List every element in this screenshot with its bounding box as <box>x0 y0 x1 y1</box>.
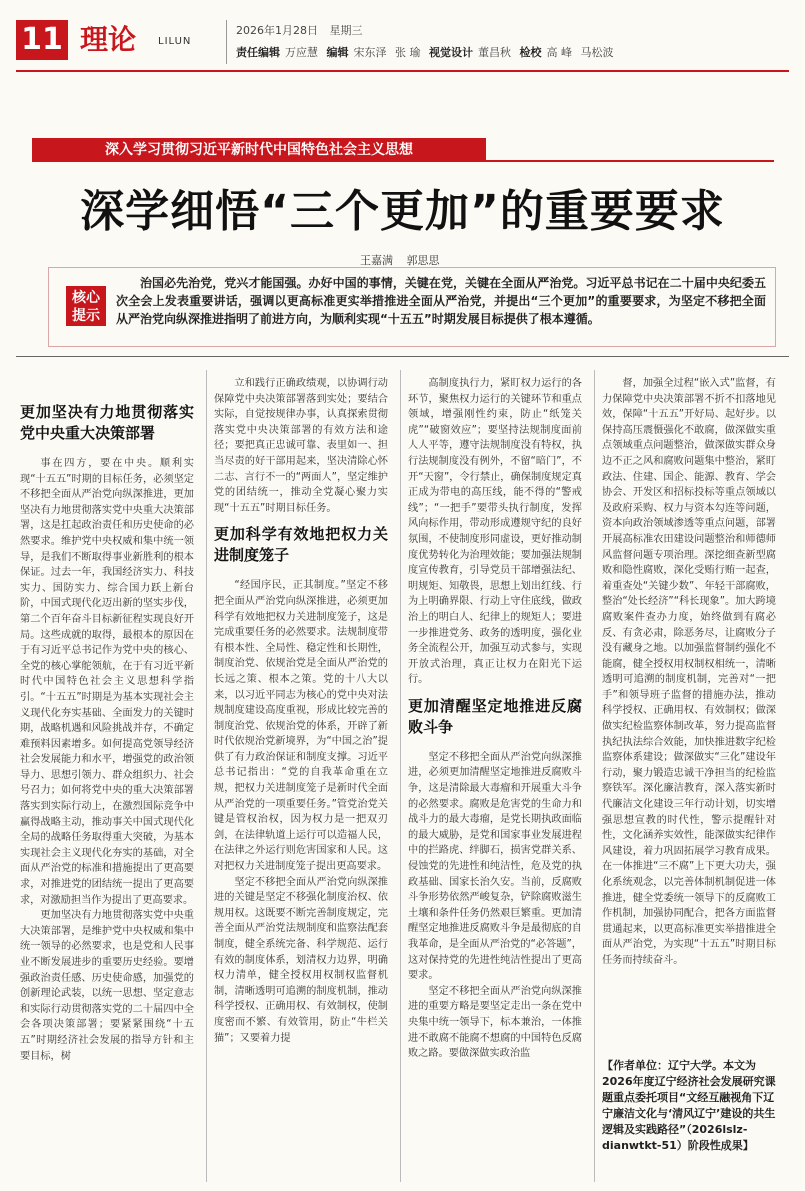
article-column-1 <box>20 376 194 1184</box>
paragraph: 更加坚决有力地贯彻落实党中央重大决策部署，是维护党中央权威和集中统一领导的必然要求，也是党和人民事业不断发展进步的重要历史经验。要增强政治责任感、历史使命感，加强党的创新理论武装，以统一思想、坚定意志和实际行动贯彻落实党的二十届四中全会各项决策部署；要紧紧围绕“十五五”时期经济社会发展的指导方针和主要目标，树 <box>20 910 194 1062</box>
headline: 深学细悟“三个更加”的重要要求 <box>80 186 725 237</box>
author: 王嘉满 <box>360 254 393 267</box>
column-divider <box>594 370 595 1182</box>
paragraph: 高制度执行力，紧盯权力运行的各环节，聚焦权力运行的关键环节和重点领域，增强刚性约束，防止“纸笼关虎”“破窗效应”；要坚持法规制度面前人人平等，遵守法规制度没有特权，执行法规制度没有例外，不留“暗门”，不开“天窗”，令行禁止，确保制度规定真正成为带电的高压线，能不得的“警戒线”；“一把手”要带头执行制度，发挥风向标作用，带动形成遵规守纪的良好氛围，不使制度形同虚设，更好推动制度优势转化为治理效能；要加强法规制度宣传教育，引导党员干部增强法纪、明规矩、知敬畏，思想上划出红线、行为上明确界限、行动上守住底线，做政治上的明白人、纪律上的规矩人；要进一步推进党务、政务的透明度，强化业务全流程公开，加强互动式参与，实现开放式治理，真正让权力在阳光下运行。 <box>408 378 582 686</box>
article-column-4 <box>602 376 776 1052</box>
kicker-banner: 深入学习贯彻习近平新时代中国特色社会主义思想 <box>32 138 486 162</box>
staff-role: 编辑 <box>326 46 349 59</box>
paragraph: 坚定不移把全面从严治党向纵深推进，必须更加清醒坚定地推进反腐败斗争，这是清除最大毒瘤和开展重大斗争的必然要求。腐败是危害党的生命力和战斗力的最大毒瘤，是党长期执政面临的最大威胁，是党和国家事业发展进程中的拦路虎、绊脚石，损害党群关系、侵蚀党的先进性和纯洁性，危及党的执政基础、国家长治久安。当前，反腐败斗争形势依然严峻复杂，铲除腐败滋生土壤和条件任务仍然艰巨繁重。更加清醒坚定地推进反腐败斗争是最彻底的自我革命，是全面从严治党的“必答题”，这对保持党的先进性纯洁性提出了更高要求。 <box>408 751 582 982</box>
staff-role: 检校 <box>519 46 542 59</box>
paragraph: 事在四方，要在中央。顺利实现“十五五”时期的目标任务，必须坚定不移把全面从严治党向纵深推进，更加坚决有力地贯彻落实党中央重大决策部署，这是扛起政治责任和历史使命的必然要求。维护党中央权威和集中统一领导，是我们不断取得事业新胜利的根本保证。过去一年，我国经济实力、科技实力、国防实力、综合国力跃上新台阶，中国式现代化迈出新的坚实步伐，第二个百年奋斗目标新征程实现良好开局。这些成就的取得，最根本的原因在于有习近平总书记作为党中央的核心、全党的核心掌舵领航，在于有习近平新时代中国特色社会主义思想科学指引。“十五五”时期是为基本实现社会主义现代化夯实基础、全面发力的关键时期，战略机遇和风险挑战并存，不确定难预料因素增多。如何提高党领导经济社会发展能力和水平，增强党的政治领导力、思想引领力、群众组织力、社会号召力；如何将党中央的重大决策部署落实到实际行动上，在激烈国际竞争中赢得战略主动，推动事关中国式现代化全局的战略任务取得重大突破，为基本实现社会主义现代化夯实的基础，对全面从严治党的标准和措施提出了更高要求，对推进党的团结统一提出了更高要求，对激励担当作为提出了更高要求。 <box>20 458 194 906</box>
section-pinyin: LILUN <box>158 36 192 47</box>
staff-credits <box>236 44 619 60</box>
column-divider <box>400 370 401 1182</box>
paragraph: 督，加强全过程“嵌入式”监督，有力保障党中央决策部署不折不扣落地见效，保障“十五五”开好局、起好步。以保持高压震慑强化不敢腐，做深做实重点领域重点问题整治，做深做实群众身边不正之风和腐败问题集中整治，紧盯政法、住建、国企、能源、教育、学会协会、开发区和招标投标等重点领域以及政府采购、权力与资本勾连等问题，资本向政治领域渗透等重点问题，部署开展高标准农田建设问题整治和师德师风监督问题专项治理。深挖细查新型腐败和隐性腐败，深化受贿行贿一起查，着重查处“关键少数”、年轻干部腐败，整治“处长经济”“科长现象”。加大跨境腐败案件查办力度，始终做到有腐必反、有贪必肃，除恶务尽，让腐败分子没有藏身之地。以加强监督制约强化不能腐，健全授权用权制权相统一，清晰透明可追溯的制度机制，完善对“一把手”和领导班子监督的措施办法，推动科学授权、正确用权、有效制权；做深做实纪检监察体制改革，努力提高监督执纪执法综合效能，加快推进数字纪检监察体系建设；做深做实“三化”建设年行动，聚力锻造忠诚干净担当的纪检监察铁军。深化廉洁教育，深入落实新时代廉洁文化建设三年行动计划，切实增强思想宣教的时代性，警示提醒针对性，文化涵养实效性，能深做实纪律作风建设，着力巩固拓展学习教育成果。在一体推进“三不腐”上下更大功夫，强化系统观念，以完善体制机制促进一体推进，健全党委统一领导下的反腐败工作机制，加强协同配合，把各方面监督贯通起来，以更高标准更实举措推进全面从严治党，为实现“十五五”时期目标任务而持续奋斗。 <box>602 378 776 966</box>
date: 2026年1月28日 <box>236 24 318 37</box>
staff-name: 万应慧 <box>285 46 318 59</box>
paragraph: “经国序民，正其制度。”坚定不移把全面从严治党向纵深推进，必须更加科学有效地把权力关进制度笼子，这是完成重要任务的必然要求。法规制度带有根本性、全局性、稳定性和长期性，制度治党、依规治党是全面从严治党的长远之策、根本之策。党的十八大以来，以习近平同志为核心的党中央对法规制度建设高度重视，形成比较完善的制度治党、依规治党的体系，开辟了新时代依规治党新境界，为“中国之治”提供了有力政治保证和制度支撑。习近平总书记指出：“党的自我革命重在立规，把权力关进制度笼子是新时代全面从严治党的一项重要任务。”管党治党关键是管权治权，因为权力是一把双刃剑，在法律轨道上运行可以造福人民，在法律之外运行则危害国家和人民。这对把权力关进制度笼子提出更高要求。 <box>214 580 388 873</box>
author-note: 【作者单位：辽宁大学。本文为2026年度辽宁经济社会发展研究课题重点委托项目“文经互融视角下辽宁廉洁文化与‘清风辽宁’建设的共生逻辑及实践路径”（2026lslz-dianwtkt-51）阶段性成果】 <box>602 1059 776 1152</box>
key-summary-badge: 核心提示 <box>66 286 106 326</box>
byline <box>360 252 450 268</box>
section-title: 理论 <box>80 23 137 56</box>
article-column-2 <box>214 376 388 1184</box>
staff-name: 张 瑜 <box>395 46 421 59</box>
masthead <box>0 0 805 72</box>
weekday: 星期三 <box>329 24 363 37</box>
key-summary-text: 治国必先治党，党兴才能国强。办好中国的事情，关键在党，关键在全面从严治党。习近平总书记在二十届中央纪委五次全会上发表重要讲话，强调以更高标准更实举措推进全面从严治党，并提出“三个更加”的重要要求，为坚定不移把全面从严治党向纵深推进指明了前进方向，为顺利实现“十五五”时期发展目标提供了根本遵循。 <box>116 276 766 326</box>
subheading-3: 更加清醒坚定地推进反腐败斗争 <box>408 696 582 736</box>
masthead-divider <box>226 20 227 64</box>
staff-name: 董昌秋 <box>478 46 511 59</box>
paragraph: 立和践行正确政绩观，以协调行动保障党中央决策部署落到实处；要结合实际，自觉按规律办事，认真探索贯彻落实党中央决策部署的有效方法和途径；要把真正忠诚可靠、表里如一、担当尽责的好干部用起来，坚决清除心怀二志、言行不一的“两面人”，坚定维护党的团结统一，推动全党凝心聚力实现“十五五”时期目标任务。 <box>214 378 388 514</box>
section-divider <box>16 356 789 357</box>
staff-role: 责任编辑 <box>236 46 280 59</box>
author: 郭思思 <box>406 254 440 267</box>
article-column-3 <box>408 376 582 1184</box>
staff-name: 高 峰 <box>546 46 572 59</box>
dateline <box>236 22 371 38</box>
column-divider <box>206 370 207 1182</box>
subheading-2: 更加科学有效地把权力关进制度笼子 <box>214 525 388 565</box>
subheading-1: 更加坚决有力地贯彻落实党中央重大决策部署 <box>20 403 194 442</box>
page-number: 11 <box>16 20 68 60</box>
paragraph: 坚定不移把全面从严治党向纵深推进的重要方略是要坚定走出一条在党中央集中统一领导下，标本兼治，一体推进不敢腐不能腐不想腐的中国特色反腐败之路。要做深做实政治监 <box>408 985 582 1060</box>
staff-name: 马松波 <box>580 46 614 59</box>
paragraph: 坚定不移把全面从严治党向纵深推进的关键是坚定不移强化制度治权、依规用权。这既要不断完善制度规定，完善全面从严治党法规制度和监察法配套制度，健全系统完备、科学规范、运行有效的制度体系，划清权力边界，明确权力清单，健全授权用权制权监督机制，清晰透明可追溯的制度机制，推动科学授权、正确用权、有效制权，使制度密而不繁、有效管用，防止“牛栏关猫”；又要着力提 <box>214 876 388 1044</box>
masthead-rule <box>16 70 789 72</box>
staff-name: 宋东泽 <box>353 46 387 59</box>
kicker-rule <box>32 160 774 162</box>
staff-role: 视觉设计 <box>429 46 473 59</box>
